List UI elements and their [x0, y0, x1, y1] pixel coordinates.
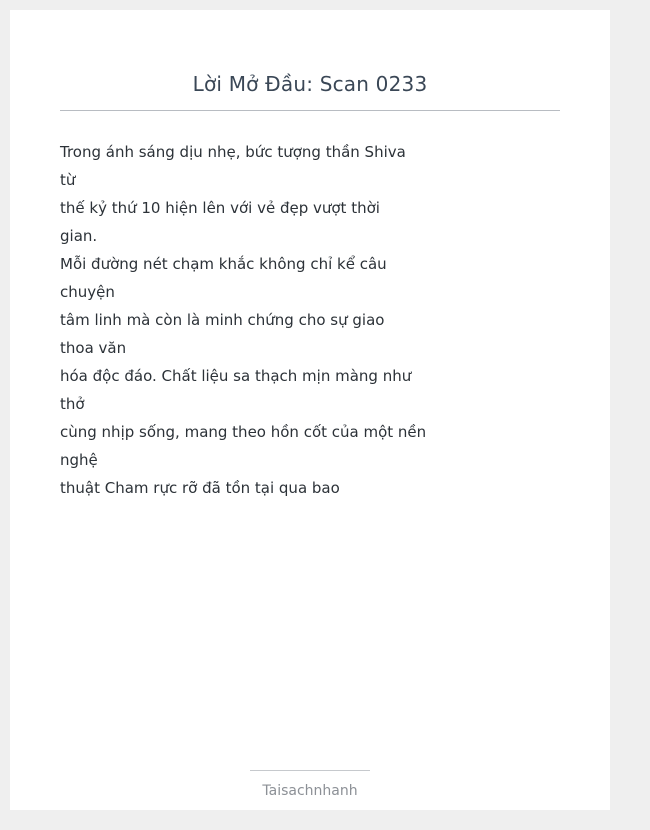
- body-text: [60, 138, 427, 502]
- body-line: thế kỷ thứ 10 hiện lên với vẻ đẹp vượt thời: [60, 199, 380, 217]
- body-line: nghệ: [60, 451, 98, 469]
- footer-divider: [250, 770, 370, 771]
- document-page: [10, 10, 610, 810]
- body-line: cùng nhịp sống, mang theo hồn cốt của một nền: [60, 423, 427, 441]
- body-line: gian.: [60, 227, 98, 245]
- page-footer: Taisachnhanh: [262, 783, 358, 799]
- body-line: thuật Cham rực rỡ đã tồn tại qua bao: [60, 479, 340, 497]
- body-line: Mỗi đường nét chạm khắc không chỉ kể câu: [60, 255, 387, 273]
- body-line: Trong ánh sáng dịu nhẹ, bức tượng thần Shiva: [60, 143, 406, 161]
- body-line: từ: [60, 171, 76, 189]
- body-line: chuyện: [60, 283, 115, 301]
- body-line: tâm linh mà còn là minh chứng cho sự giao: [60, 311, 385, 329]
- body-line: thoa văn: [60, 339, 127, 357]
- page-title: Lời Mở Đầu: Scan 0233: [192, 72, 428, 96]
- body-line: thở: [60, 395, 85, 413]
- title-divider: [60, 110, 560, 111]
- body-line: hóa độc đáo. Chất liệu sa thạch mịn màng như: [60, 367, 412, 385]
